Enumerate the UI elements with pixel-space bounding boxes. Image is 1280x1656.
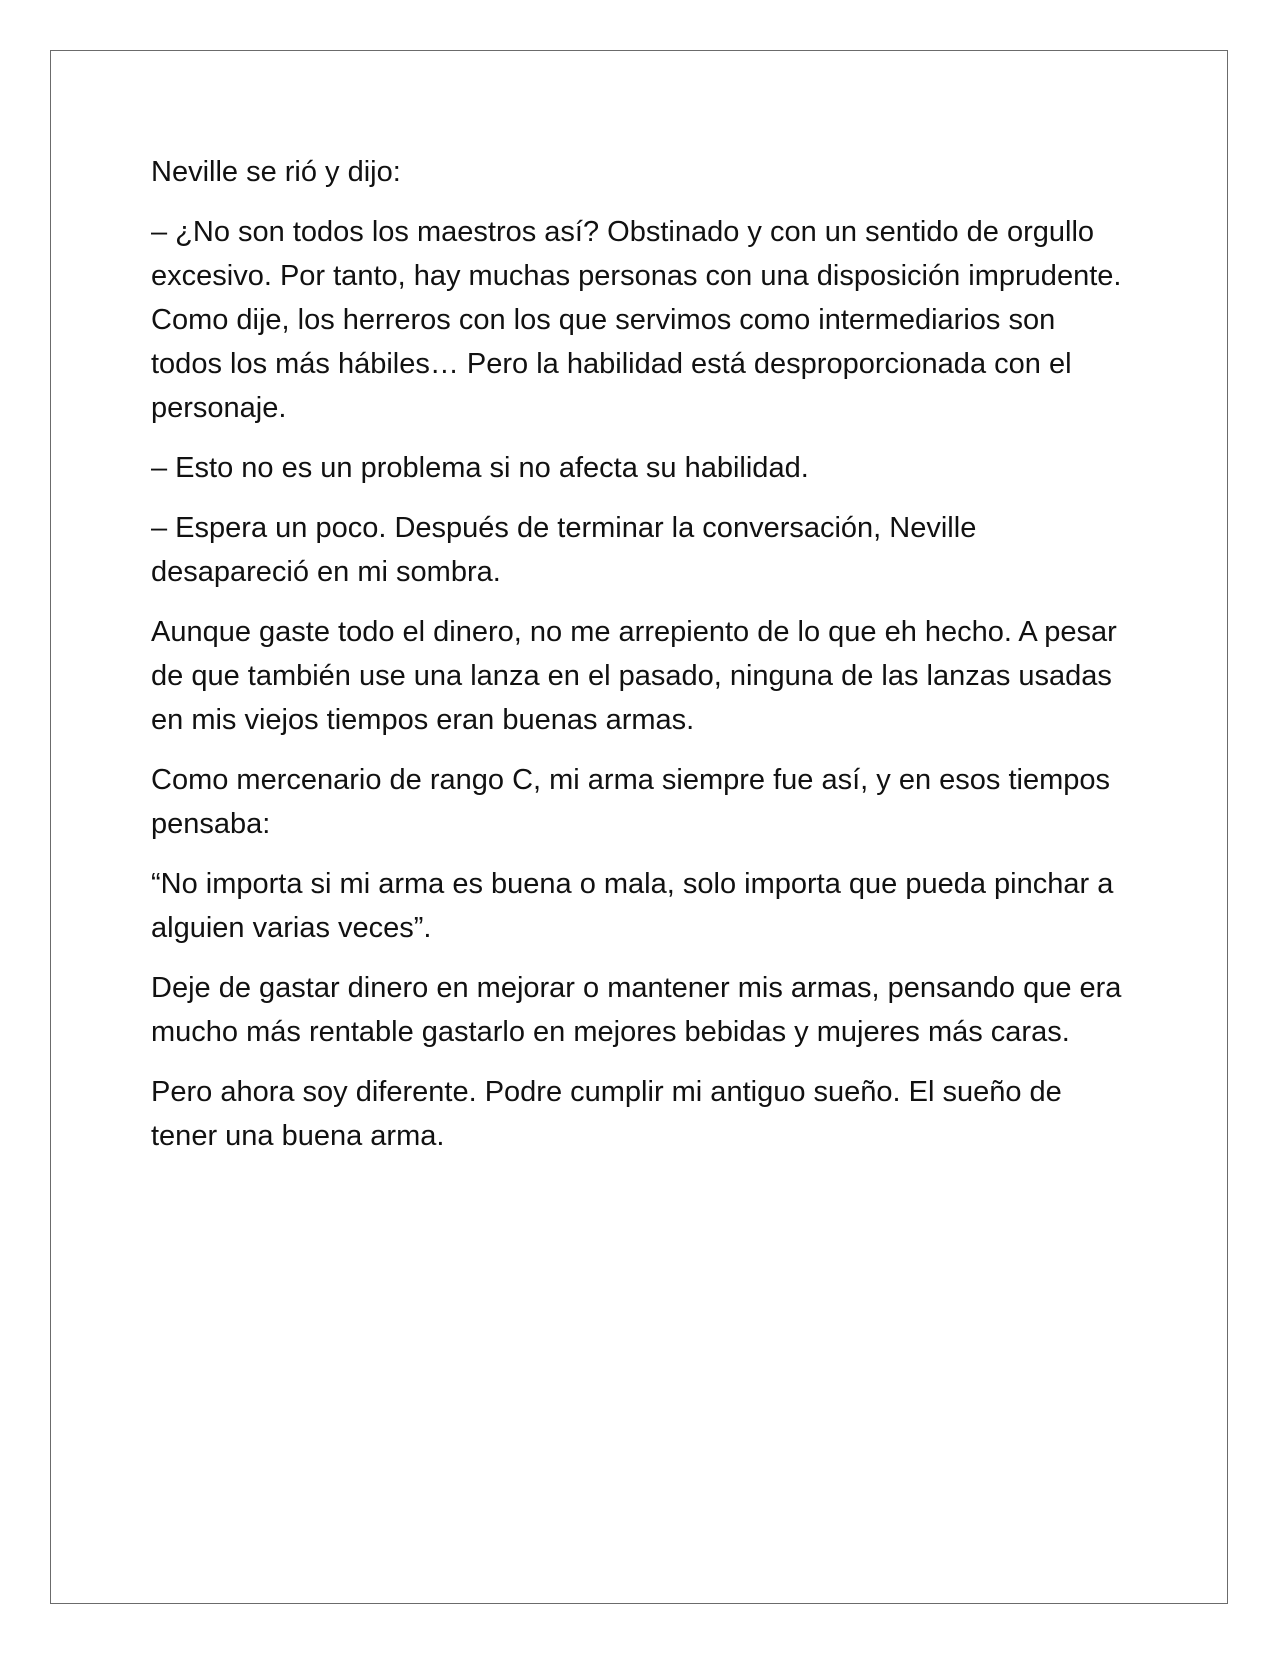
document-body — [151, 150, 1131, 1174]
paragraph: – Espera un poco. Después de terminar la conversación, Neville desapareció en mi sombra. — [151, 512, 977, 588]
paragraph: Deje de gastar dinero en mejorar o mantener mis armas, pensando que era mucho más rentable gastarlo en mejores bebidas y mujeres más caras. — [151, 972, 1122, 1048]
paragraph: “No importa si mi arma es buena o mala, solo importa que pueda pinchar a alguien varias veces”. — [151, 868, 1114, 944]
paragraph: – ¿No son todos los maestros así? Obstinado y con un sentido de orgullo excesivo. Por tanto, hay muchas personas con una disposición imprudente. Como dije, los herreros con los que servimos como intermediarios son todos los más hábiles… Pero la habilidad está desproporcionada con el personaje. — [151, 216, 1122, 424]
paragraph: Como mercenario de rango C, mi arma siempre fue así, y en esos tiempos pensaba: — [151, 764, 1111, 840]
paragraph: Neville se rió y dijo: — [151, 156, 401, 188]
paragraph: Pero ahora soy diferente. Podre cumplir mi antiguo sueño. El sueño de tener una buena arma. — [151, 1076, 1062, 1152]
paragraph: Aunque gaste todo el dinero, no me arrepiento de lo que eh hecho. A pesar de que también use una lanza en el pasado, ninguna de las lanzas usadas en mis viejos tiempos eran buenas armas. — [151, 616, 1117, 736]
paragraph: – Esto no es un problema si no afecta su habilidad. — [151, 452, 809, 484]
